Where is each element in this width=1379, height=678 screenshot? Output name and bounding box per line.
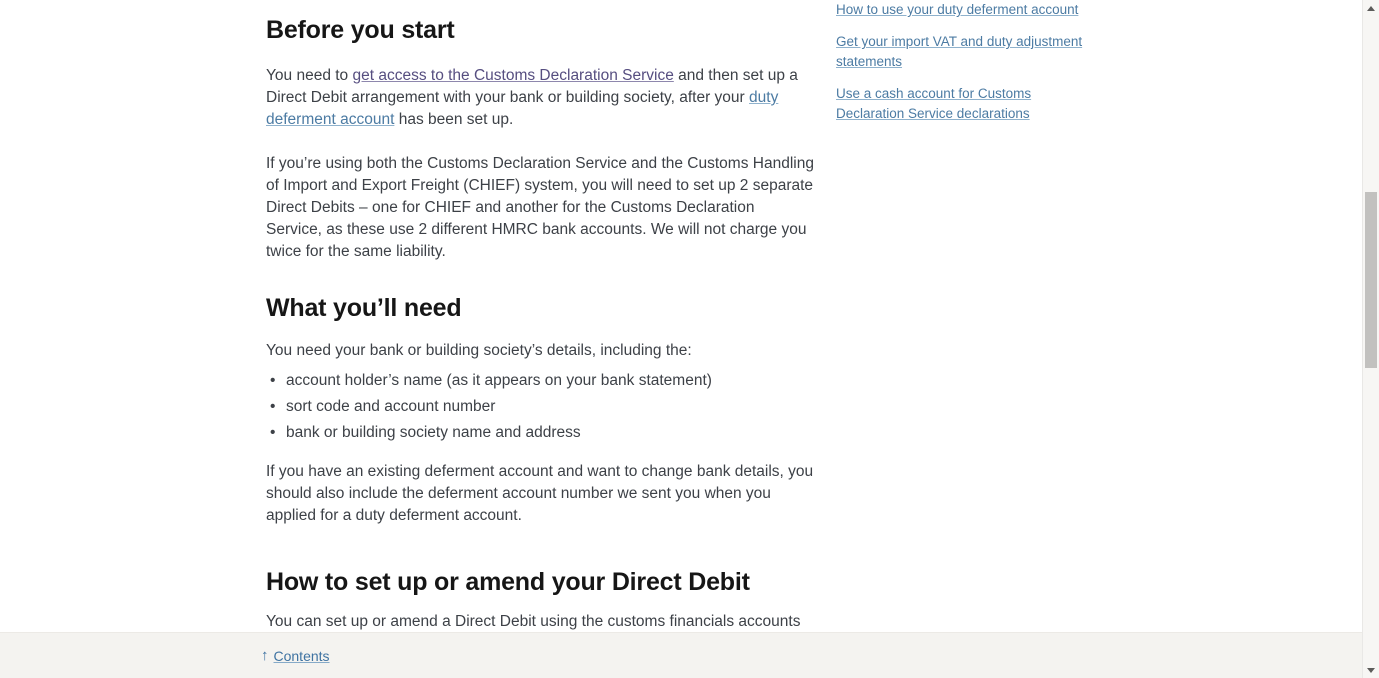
- triangle-up-icon: [1367, 6, 1375, 11]
- link-duty-deferment-account[interactable]: duty deferment account: [266, 89, 779, 128]
- paragraph-set-up-amend: You can set up or amend a Direct Debit using the customs financials accounts: [266, 613, 801, 630]
- paragraph-existing-deferment: If you have an existing deferment account and want to change bank details, you should also include the deferment account number we sent you when you applied for a duty deferment account.: [266, 463, 814, 524]
- browser-scrollbar[interactable]: [1362, 0, 1379, 678]
- text-run: has been set up.: [394, 111, 514, 128]
- up-arrow-icon: ↑: [261, 647, 269, 664]
- paragraph-bank-details: You need your bank or building society’s details, including the:: [266, 342, 692, 359]
- contents-link-label: Contents: [273, 647, 330, 664]
- bank-details-list: [266, 368, 814, 446]
- related-link-cash-account[interactable]: Use a cash account for Customs Declaration Service declarations: [836, 86, 1032, 121]
- heading-before-you-start: Before you start: [266, 16, 455, 44]
- paragraph-intro: [266, 65, 814, 131]
- link-get-access-cds[interactable]: get access to the Customs Declaration Service: [352, 67, 674, 84]
- related-links-sidebar: [836, 0, 1090, 124]
- contents-link[interactable]: [261, 647, 330, 664]
- heading-how-to-set-up: How to set up or amend your Direct Debit: [266, 568, 750, 596]
- scrollbar-thumb[interactable]: [1365, 192, 1377, 368]
- scrollbar-up-arrow[interactable]: [1363, 1, 1379, 15]
- text-run: You need to: [266, 67, 353, 84]
- related-link-duty-deferment[interactable]: How to use your duty deferment account: [836, 2, 1079, 17]
- triangle-down-icon: [1367, 668, 1375, 673]
- heading-what-youll-need: What you’ll need: [266, 294, 462, 322]
- related-link-vat-statements[interactable]: Get your import VAT and duty adjustment statements: [836, 34, 1083, 69]
- article-content: [266, 0, 814, 633]
- list-item: • sort code and account number: [270, 394, 814, 420]
- text-run: and then set up a Direct Debit arrangement with your bank or building society, after your: [266, 67, 798, 106]
- paragraph-chief-system: If you’re using both the Customs Declaration Service and the Customs Handling of Import and Export Freight (CHIEF) system, you will need to set up 2 separate Direct Debits – one for CHIEF and another for the Customs Declaration Service, as these use 2 different HMRC bank accounts. We will not charge you twice for the same liability.: [266, 155, 814, 260]
- scrollbar-down-arrow[interactable]: [1363, 663, 1379, 677]
- list-item: • bank or building society name and address: [270, 420, 814, 446]
- list-item: • account holder’s name (as it appears on your bank statement): [270, 368, 814, 394]
- contents-sticky-footer: [0, 632, 1362, 678]
